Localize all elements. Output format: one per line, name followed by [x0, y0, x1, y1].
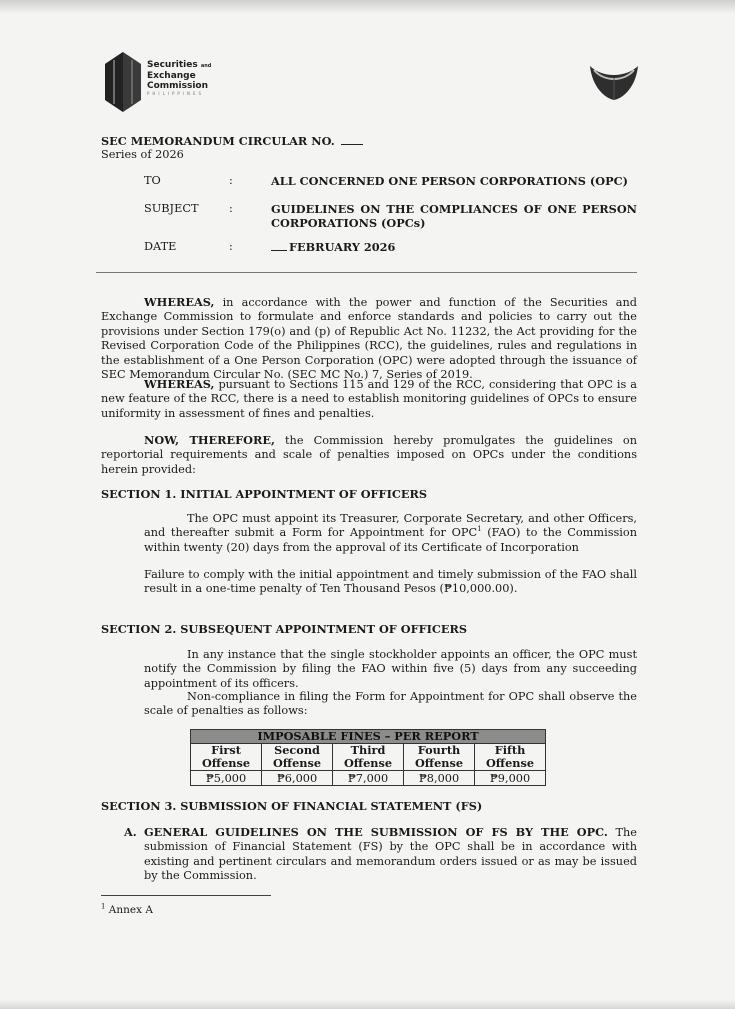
fines-table-header: Second Offense: [262, 744, 333, 771]
sec-emblem-icon: [101, 50, 145, 114]
section-1-paragraph-2: Failure to comply with the initial appointment and timely submission of the FAO shall result in a one-time penalty of Ten Thousand Pesos (₱10,000.00).: [144, 568, 637, 596]
footnote-divider: [101, 895, 271, 896]
fines-table-header: Third Offense: [333, 744, 404, 771]
date-label: DATE: [144, 240, 177, 253]
section-3-item-a-label: A.: [124, 825, 137, 839]
subject-label: SUBJECT: [144, 202, 199, 215]
subject-value-line1: GUIDELINES ON THE COMPLIANCES OF ONE PERSON: [271, 202, 637, 216]
header-divider: [96, 272, 637, 273]
to-label: TO: [144, 174, 161, 187]
section-2-paragraph-2: Non-compliance in filing the Form for Appointment for OPC shall observe the scale of penalties as follows:: [144, 690, 637, 718]
date-colon: :: [229, 240, 233, 253]
section-2-heading: SECTION 2. SUBSEQUENT APPOINTMENT OF OFFICERS: [101, 622, 468, 636]
fine-amount: ₱5,000: [191, 771, 262, 786]
subject-colon: :: [229, 202, 233, 215]
memo-series: Series of 2026: [101, 148, 184, 161]
section-3-heading: SECTION 3. SUBMISSION OF FINANCIAL STATEMENT (FS): [101, 799, 483, 813]
fines-table-header: Fourth Offense: [404, 744, 475, 771]
date-value: FEBRUARY 2026: [271, 240, 395, 254]
fines-table-header: Fifth Offense: [475, 744, 546, 771]
section-1-paragraph-1: The OPC must appoint its Treasurer, Corporate Secretary, and other Officers, and thereafter submit a Form for Appointment for OPC$^1$ (FAO) to the Commission within twenty (20) days from the approval of its Certificate of Incorporation: [144, 512, 637, 554]
fines-table-caption: IMPOSABLE FINES – PER REPORT: [191, 730, 546, 744]
section-3-item-a: GENERAL GUIDELINES ON THE SUBMISSION OF FS BY THE OPC. The submission of Financial Statement (FS) by the OPC shall be in accordance with existing and pertinent circulars and memorandum orders issued or as may be issued by the Commission.: [144, 825, 637, 883]
bagong-pilipinas-logo-icon: [588, 60, 640, 102]
to-colon: :: [229, 174, 233, 187]
subject-value-line2: CORPORATIONS (OPCs): [271, 216, 426, 230]
to-value: ALL CONCERNED ONE PERSON CORPORATIONS (OPC): [271, 174, 628, 188]
section-1-heading: SECTION 1. INITIAL APPOINTMENT OF OFFICERS: [101, 487, 428, 501]
memo-title: SEC MEMORANDUM CIRCULAR NO.: [101, 134, 363, 148]
table-row: [191, 771, 546, 786]
scan-edge: [0, 0, 735, 14]
whereas-clause-1: WHEREAS, in accordance with the power and function of the Securities and Exchange Commission to formulate and enforce standards and policies to carry out the provisions under Section 179(o) and (p) of Republic Act No. 11232, the Act providing for the Revised Corporation Code of the Philippines (RCC), the guidelines, rules and regulations in the establishment of a One Person Corporation (OPC) were adopted through the issuance of SEC Memorandum Circular No. (SEC MC No.) 7, Series of 2019.: [101, 295, 637, 382]
fine-amount: ₱8,000: [404, 771, 475, 786]
fine-amount: ₱7,000: [333, 771, 404, 786]
footnote-ref: 1: [477, 525, 482, 534]
scan-edge-bottom: [0, 999, 735, 1009]
sec-logo-wordmark: Securities and Exchange Commission: [147, 60, 212, 91]
sec-logo: [101, 50, 221, 114]
now-therefore-clause: NOW, THEREFORE, the Commission hereby promulgates the guidelines on reportorial requirements and scale of penalties imposed on OPCs under the conditions herein provided:: [101, 433, 637, 476]
fine-amount: ₱9,000: [475, 771, 546, 786]
whereas-clause-2: WHEREAS, pursuant to Sections 115 and 129 of the RCC, considering that OPC is a new feature of the RCC, there is a need to establish monitoring guidelines of OPCs to ensure uniformity in assessment of fines and penalties.: [101, 377, 637, 420]
sec-logo-country: PHILIPPINES: [147, 91, 205, 96]
section-2-paragraph-1: In any instance that the single stockholder appoints an officer, the OPC must notify the Commission by filing the FAO within five (5) days from any succeeding appointment of its officers.: [144, 648, 637, 690]
footnote: $^1$ Annex A: [101, 902, 153, 916]
fines-table-header: First Offense: [191, 744, 262, 771]
fines-table: [190, 729, 546, 786]
fine-amount: ₱6,000: [262, 771, 333, 786]
